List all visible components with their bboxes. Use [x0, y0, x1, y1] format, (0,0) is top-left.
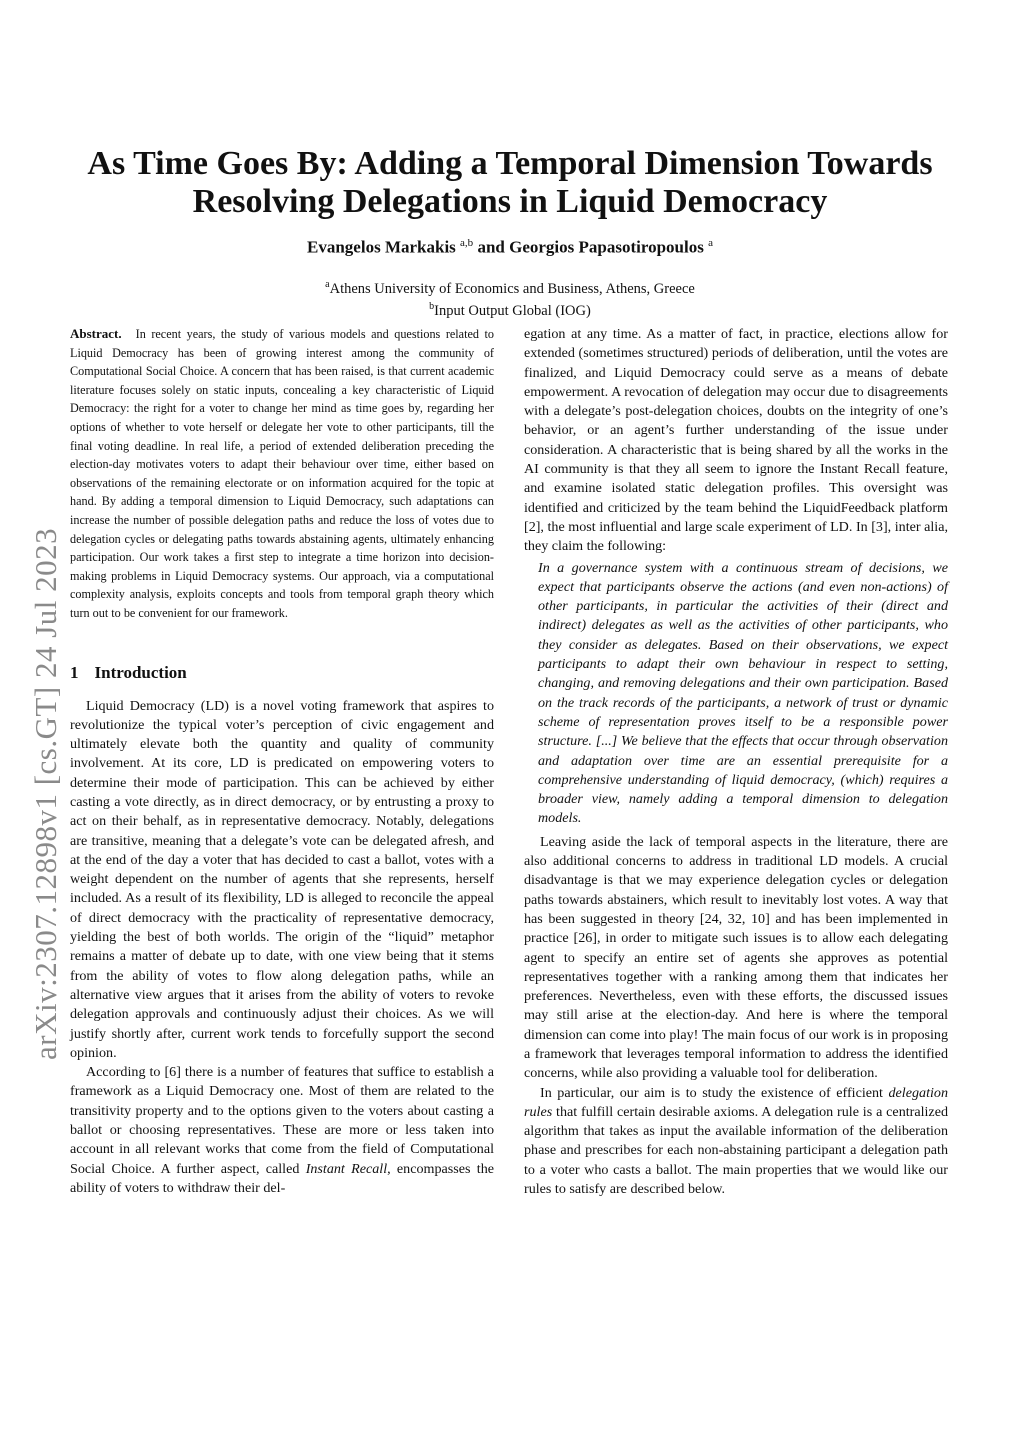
emphasis-term: delegation rules	[524, 1084, 948, 1120]
intro-paragraph: Liquid Democracy (LD) is a novel voting framework that aspires to revolutionize the typical voter’s perception of civic engagement and ultimately elevate both the quantity and quality of community involvement. At its core, LD is predicated on empowering voters to determine their mode of participation. This can be achieved by either casting a vote directly, as in direct democracy, or by entrusting a proxy to act on their behalf, as in representative democracy. Notably, delegations are transitive, meaning that a delegate’s vote can be delegated afresh, and at the end of the day a voter that has decided to cast a ballot, votes with a weight dependent on the number of agents that she represents, herself included. As a result of its flexibility, LD is alleged to reconcile the appeal of direct democracy with the practicality of representative democracy, yielding the best of both worlds. The origin of the “liquid” metaphor remains a matter of debate up to date, with one view being that it stems from the ability of votes to flow along delegation paths, while an alternative view argues that it arises from the ability of voters to revoke delegation approvals and continuously adjust their choices. As we will justify shortly after, current work tends to forcefully support the second opinion.	[70, 697, 494, 1061]
left-column	[70, 325, 494, 1198]
affiliations	[60, 276, 960, 320]
paragraph-text: In particular, our aim is to study the existence of efficient	[540, 1084, 889, 1101]
emphasis-term: Instant Recall	[305, 1160, 388, 1177]
paper-title: As Time Goes By: Adding a Temporal Dimension Towards Resolving Delegations in Liquid Democracy	[87, 145, 933, 220]
section-title: Introduction	[94, 662, 187, 682]
author-line	[60, 237, 960, 258]
paragraph-text: According to [6] there is a number of features that suffice to establish a framework as a Liquid Democracy one. Most of them are related to the transitivity property and to the options given to the voters about casting a ballot or choosing representatives. These are more or less taken into account in all relevant works that come from the field of Computational Social Choice. A further aspect, called	[70, 1064, 494, 1177]
abstract-label: Abstract.	[70, 326, 122, 341]
block-quote: In a governance system with a continuous stream of decisions, we expect that participants observe the actions (and even non-actions) of other participants, in particular the activities of their (direct and indirect) delegates as well as the activities of other participants, who they consider as delegates. Based on their observations, we expect participants to adapt their own behaviour in respect to setting, changing, and removing delegations and their own participation. Based on the track records of the participants, a network of trust or dynamic scheme of representation proves itself to be a responsible power structure. [...] We believe that the effects that occur through observation and adaptation over time are an essential prerequisite for a comprehensive understanding of liquid democracy, (which) requires a broader view, namely adding a temporal dimension to delegation models.	[538, 559, 948, 827]
author-name: Evangelos Markakis	[307, 237, 456, 257]
abstract	[70, 325, 494, 623]
affiliation-mark: a	[325, 279, 330, 290]
affiliation-line	[60, 276, 960, 298]
arxiv-identifier-stamp: arXiv:2307.12898v1 [cs.GT] 24 Jul 2023	[28, 527, 63, 1060]
abstract-text: In recent years, the study of various models and questions related to Liquid Democracy has been of growing interest among the community of Computational Social Choice. A concern that has been raised, is that current academic literature focuses solely on static inputs, concealing a key characteristic of Liquid Democracy: the right for a voter to change her mind as time goes by, regarding her options of whether to vote herself or delegate her vote to other participants, till the final voting deadline. In real life, a period of extended deliberation preceding the election-day motivates voters to adapt their behaviour over time, either based on observations of the remaining electorate or on information acquired for the topic at hand. By adding a temporal dimension to Liquid Democracy, such adaptations can increase the number of possible delegation paths and reduce the loss of votes due to delegation cycles or delegating paths towards abstaining agents, ultimately enhancing participation. Our work takes a first step to integrate a time horizon into decision-making problems in Liquid Democracy systems. Our approach, via a computational complexity analysis, exploits concepts and tools from temporal graph theory which turn out to be convenient for our framework.	[70, 327, 494, 620]
affiliation-mark: b	[429, 300, 435, 312]
right-column	[524, 325, 948, 1199]
body-paragraph	[524, 1084, 948, 1200]
intro-paragraph	[70, 1063, 494, 1198]
section-heading	[70, 663, 494, 683]
paragraph-text: , encompasses the ability of voters to withdraw their del-	[70, 1160, 494, 1196]
author-affiliation-mark: a,b	[460, 237, 474, 249]
affiliation-text: Input Output Global (IOG)	[434, 302, 591, 319]
body-paragraph: Leaving aside the lack of temporal aspects in the literature, there are also additional concerns to address in traditional LD models. A crucial disadvantage is that we may experience delegation cycles or delegation paths towards abstainers, which result to inevitably lost votes. A way that has been suggested in theory [24, 32, 10] and has been implemented in practice [26], in order to mitigate such issues is to allow each delegating agent to specify an entire set of agents she approves as potential representatives together with a ranking among them that indicates her preferences. Nevertheless, even with these efforts, the discussed issues may still arise at the election-day. And here is where the temporal dimension can come into play! The main focus of our work is in proposing a framework that leverages temporal information to address the identified concerns, while also providing a valuable tool for deliberation.	[524, 833, 948, 1082]
body-paragraph: egation at any time. As a matter of fact, in practice, elections allow for extended (sometimes structured) periods of deliberation, until the votes are finalized, and Liquid Democracy could serve as a means of debate empowerment. A revocation of delegation may occur due to disagreements with a delegate’s post-delegation choices, doubts on the integrity of one’s behavior, or an agent’s further understanding of the issue under consideration. A characteristic that is being shared by all the works in the AI community is that they all seem to ignore the Instant Recall feature, and examine isolated static delegation profiles. This oversight was identified and criticized by the team behind the LiquidFeedback platform [2], the most influential and large scale experiment of LD. In [3], inter alia, they claim the following:	[524, 326, 948, 555]
affiliation-text: Athens University of Economics and Business, Athens, Greece	[329, 280, 695, 297]
section-number: 1	[70, 662, 79, 682]
author-affiliation-mark: a	[708, 237, 713, 249]
author-joiner: and	[477, 237, 505, 257]
affiliation-line	[60, 298, 960, 320]
author-name: Georgios Papasotiropoulos	[509, 237, 704, 257]
paragraph-text: that fulfill certain desirable axioms. A delegation rule is a centralized algorithm that takes as input the available information of the deliberation phase and prescribes for each non-abstaining participant a delegation path to a voter who casts a ballot. The main properties that we would like our rules to satisfy are described below.	[524, 1103, 948, 1198]
